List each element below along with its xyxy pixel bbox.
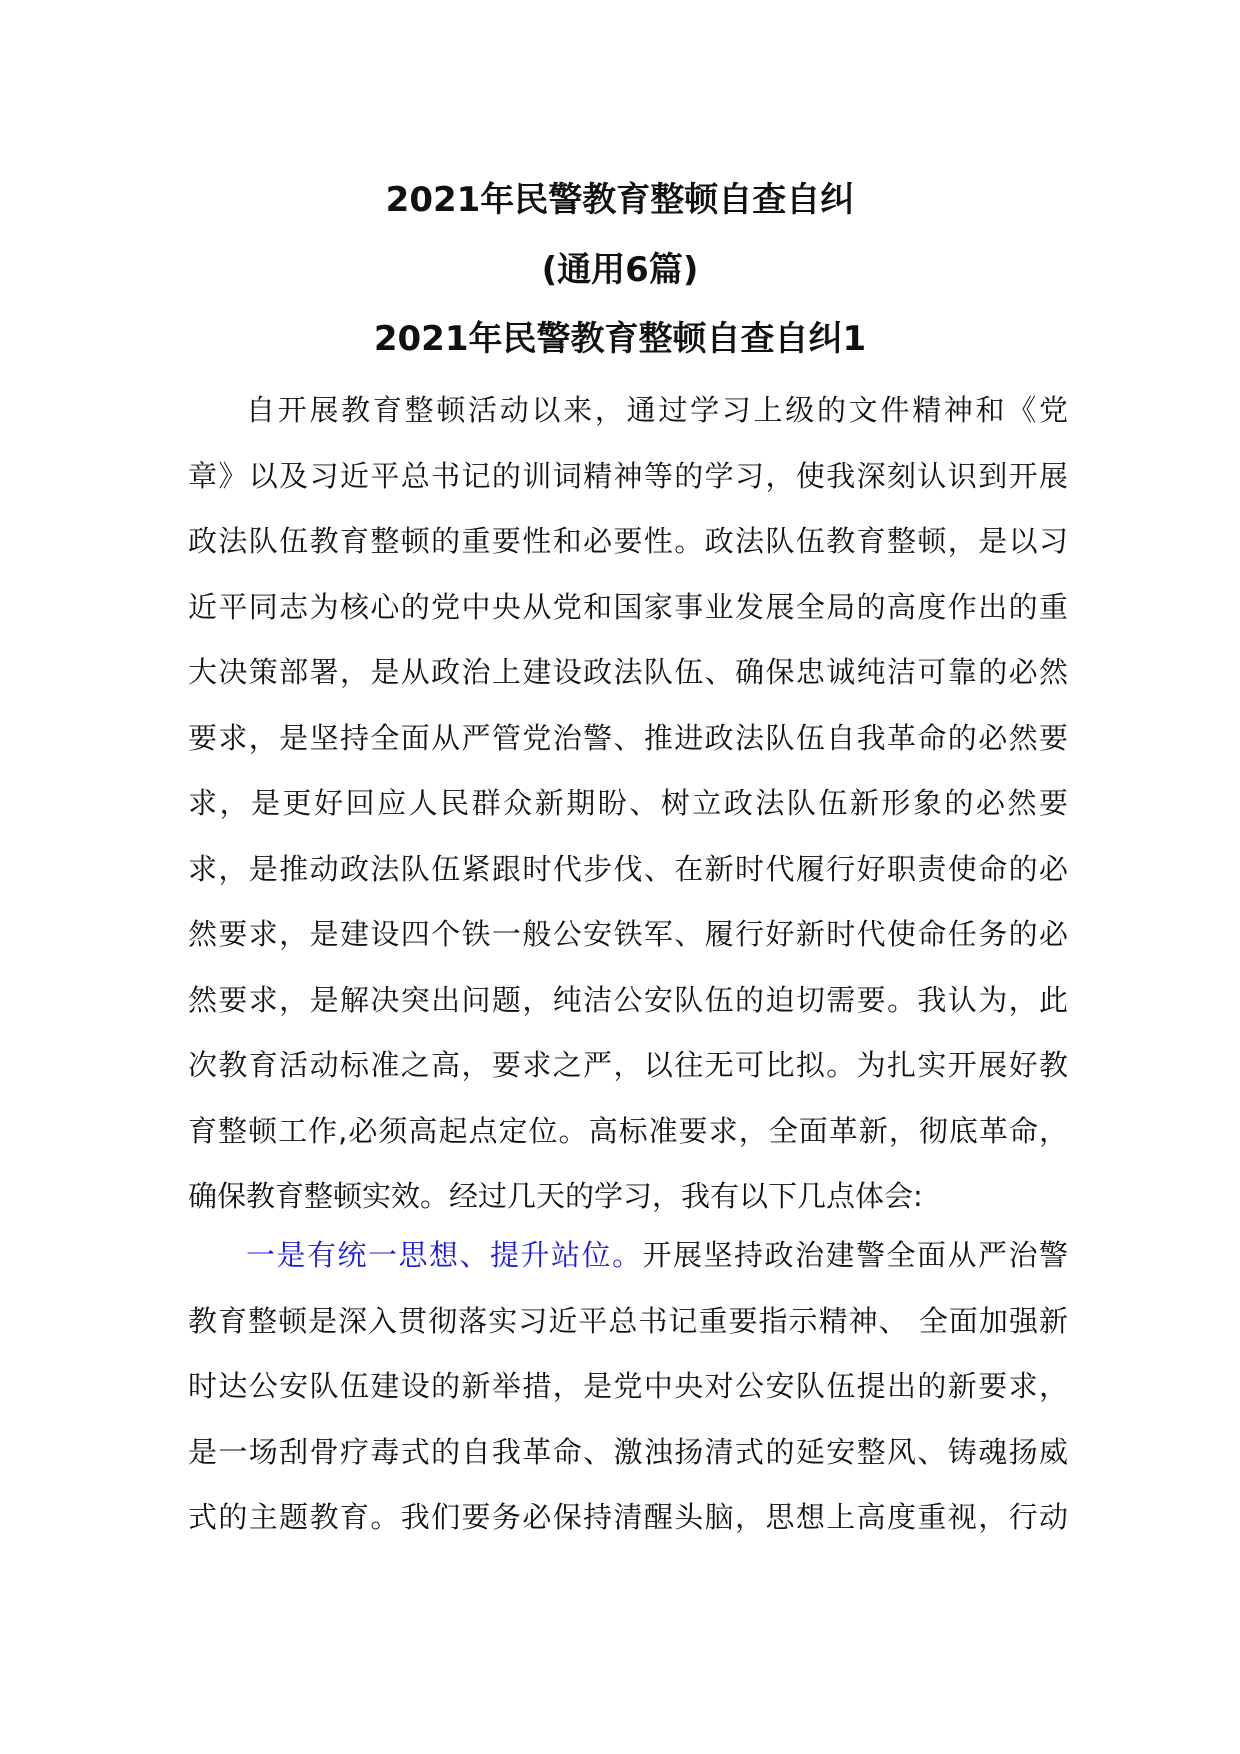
paragraph-line: 是一场刮骨疗毒式的自我革命、激浊扬清式的延安整风、铸魂扬威 bbox=[188, 1434, 1068, 1469]
paragraph-line: 大决策部署，是从政治上建设政法队伍、确保忠诚纯洁可靠的必然 bbox=[188, 655, 1068, 689]
paragraph-line-rest: 开展坚持政治建警全面从严治警 bbox=[642, 1238, 1068, 1272]
document-title: 2021年民警教育整顿自查自纠 bbox=[385, 180, 855, 220]
paragraph-line: 时达公安队伍建设的新举措，是党中央对公安队伍提出的新要求， bbox=[188, 1369, 1068, 1403]
paragraph-line: 教育整顿是深入贯彻落实习近平总书记重要指示精神、 全面加强新 bbox=[188, 1303, 1068, 1338]
paragraph-line: 近平同志为核心的党中央从党和国家事业发展全局的高度作出的重 bbox=[188, 589, 1068, 624]
paragraph-line: 育整顿工作,必须高起点定位。高标准要求，全面革新，彻底革命， bbox=[188, 1113, 1068, 1148]
paragraph-line: 求，是推动政法队伍紧跟时代步伐、在新时代履行好职责使命的必 bbox=[188, 851, 1068, 886]
paragraph-line: 式的主题教育。我们要务必保持清醒头脑，思想上高度重视，行动 bbox=[188, 1500, 1068, 1534]
paragraph-line: 章》以及习近平总书记的训词精神等的学习，使我深刻认识到开展 bbox=[188, 458, 1068, 493]
paragraph-line: 自开展教育整顿活动以来，通过学习上级的文件精神和《党 bbox=[246, 393, 1068, 427]
highlighted-point-heading: 一是有统一思想、提升站位。 bbox=[246, 1238, 643, 1272]
paragraph-line: 然要求，是建设四个铁一般公安铁军、履行好新时代使命任务的必 bbox=[188, 917, 1068, 951]
paragraph-line: 要求，是坚持全面从严管党治警、推进政法队伍自我革命的必然要 bbox=[188, 720, 1068, 755]
paragraph-line: 求，是更好回应人民群众新期盼、树立政法队伍新形象的必然要 bbox=[188, 786, 1068, 820]
paragraph-line: 确保教育整顿实效。经过几天的学习，我有以下几点体会: bbox=[188, 1179, 923, 1213]
paragraph-line: 政法队伍教育整顿的重要性和必要性。政法队伍教育整顿，是以习 bbox=[188, 524, 1068, 558]
document-subtitle: (通用6篇) bbox=[541, 250, 699, 290]
paragraph-first-line bbox=[188, 1223, 1068, 1289]
paragraph-line: 次教育活动标准之高，要求之严，以往无可比拟。为扎实开展好教 bbox=[188, 1048, 1068, 1082]
paragraph-2 bbox=[188, 1223, 1068, 1551]
paragraph-1 bbox=[188, 378, 1068, 1230]
paragraph-line: 然要求，是解决突出问题，纯洁公安队伍的迫切需要。我认为，此 bbox=[188, 982, 1068, 1017]
section-heading: 2021年民警教育整顿自查自纠1 bbox=[373, 319, 867, 359]
